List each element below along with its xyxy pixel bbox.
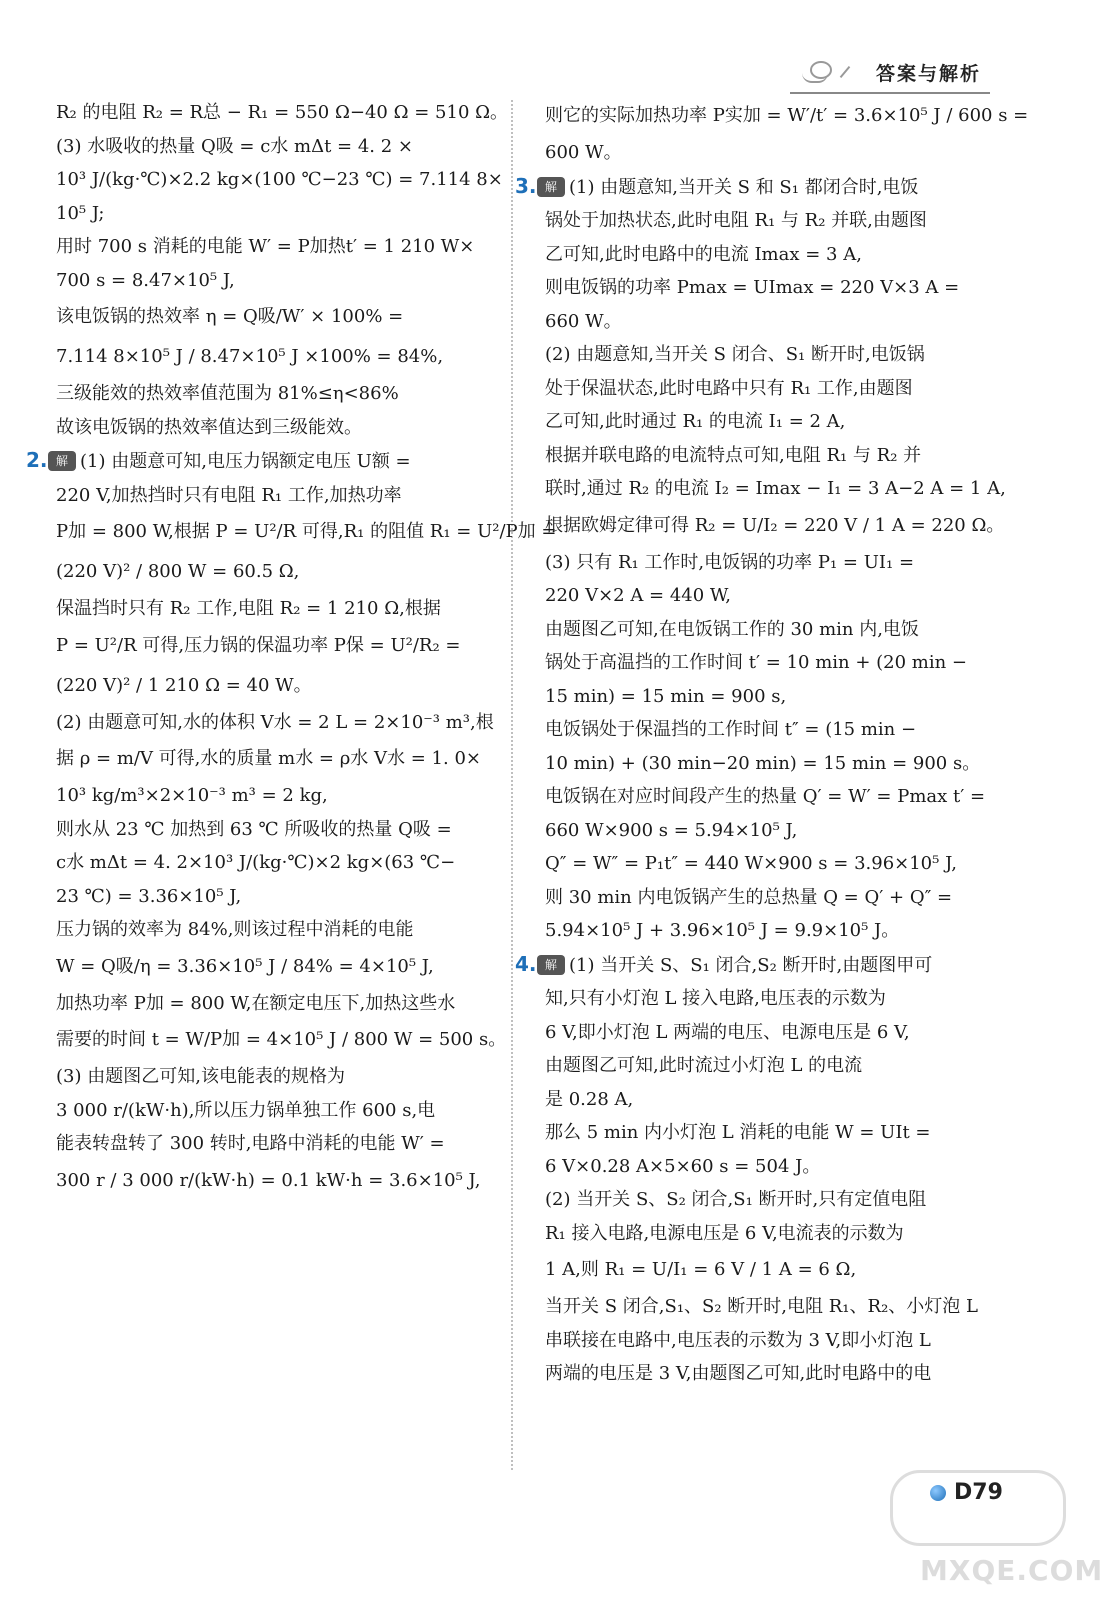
text-line: (1) 当开关 S、S₁ 闭合,S₂ 断开时,由题图甲可 <box>569 954 933 976</box>
page-number: D79 <box>954 1480 1003 1505</box>
text-line: 则水从 23 ℃ 加热到 63 ℃ 所吸收的热量 Q吸 = <box>56 818 452 840</box>
text-line: R₁ 接入电路,电源电压是 6 V,电流表的示数为 <box>545 1222 904 1244</box>
watermark-text: MXQE.COM <box>920 1554 1103 1587</box>
text-line: 用时 700 s 消耗的电能 W′ = P加热t′ = 1 210 W× <box>56 236 475 257</box>
text-line: 10⁵ J; <box>56 202 105 224</box>
text-line: 660 W。 <box>545 310 622 332</box>
text-line: 三级能效的热效率值范围为 81%≤η<86% <box>56 383 399 404</box>
text-line: 10³ J/(kg·℃)×2.2 kg×(100 ℃−23 ℃) = 7.114 8× <box>56 169 503 190</box>
doodle-icon <box>802 55 862 89</box>
text-line: 据 ρ = m/V 可得,水的质量 m水 = ρ水 V水 = 1. 0× <box>56 748 481 769</box>
text-line: 该电饭锅的热效率 η = Q吸/W′ × 100% = <box>56 306 404 327</box>
page-header <box>802 52 981 92</box>
solution-badge: 解 <box>537 955 565 975</box>
text-line: (2) 由题意可知,水的体积 V水 = 2 L = 2×10⁻³ m³,根 <box>56 711 494 733</box>
left-column <box>26 96 557 1201</box>
text-line: 保温挡时只有 R₂ 工作,电阻 R₂ = 1 210 Ω,根据 <box>56 598 441 619</box>
text-line: 能表转盘转了 300 转时,电路中消耗的电能 W′ = <box>56 1133 445 1154</box>
text-line: 压力锅的效率为 84%,则该过程中消耗的电能 <box>56 919 414 940</box>
text-line: 两端的电压是 3 V,由题图乙可知,此时电路中的电 <box>545 1363 932 1384</box>
text-line: 联时,通过 R₂ 的电流 I₂ = Imax − I₁ = 3 A−2 A = 1 A, <box>545 478 1006 499</box>
question-number: 4. <box>515 951 537 976</box>
text-line: 300 r / 3 000 r/(kW·h) = 0.1 kW·h = 3.6×10⁵ J, <box>56 1169 481 1191</box>
text-line: W = Q吸/η = 3.36×10⁵ J / 84% = 4×10⁵ J, <box>56 955 434 977</box>
text-line: R₂ 的电阻 R₂ = R总 − R₁ = 550 Ω−40 Ω = 510 Ω。 <box>56 102 509 123</box>
text-line: 23 ℃) = 3.36×10⁵ J, <box>56 885 242 907</box>
text-line: 3 000 r/(kW·h),所以压力锅单独工作 600 s,电 <box>56 1099 436 1121</box>
text-line: 处于保温状态,此时电路中只有 R₁ 工作,由题图 <box>545 377 913 399</box>
question-3-start <box>515 170 995 205</box>
text-line: 是 0.28 A, <box>545 1088 634 1110</box>
text-line: 根据并联电路的电流特点可知,电阻 R₁ 与 R₂ 并 <box>545 444 922 466</box>
text-line: 知,只有小灯泡 L 接入电路,电压表的示数为 <box>545 988 886 1009</box>
page-dot-icon <box>930 1485 946 1501</box>
text-line: 则 30 min 内电饭锅产生的总热量 Q = Q′ + Q″ = <box>545 886 953 908</box>
text-line: 1 A,则 R₁ = U/I₁ = 6 V / 1 A = 6 Ω, <box>545 1259 857 1280</box>
text-line: (220 V)² / 1 210 Ω = 40 W。 <box>56 674 312 696</box>
text-line: (3) 由题图乙可知,该电能表的规格为 <box>56 1066 345 1087</box>
text-line: 6 V,即小灯泡 L 两端的电压、电源电压是 6 V, <box>545 1021 910 1043</box>
question-2-start <box>26 444 506 479</box>
text-line: 加热功率 P加 = 800 W,在额定电压下,加热这些水 <box>56 992 456 1014</box>
text-line: 串联接在电路中,电压表的示数为 3 V,即小灯泡 L <box>545 1329 931 1351</box>
text-line: 电饭锅处于保温挡的工作时间 t″ = (15 min − <box>545 719 917 740</box>
text-line: 根据欧姆定律可得 R₂ = U/I₂ = 220 V / 1 A = 220 Ω。 <box>545 514 1005 536</box>
column-divider <box>511 100 513 1470</box>
text-line: 当开关 S 闭合,S₁、S₂ 断开时,电阻 R₁、R₂、小灯泡 L <box>545 1296 978 1317</box>
text-line: 锅处于加热状态,此时电阻 R₁ 与 R₂ 并联,由题图 <box>545 210 927 231</box>
text-line: (3) 水吸收的热量 Q吸 = c水 mΔt = 4. 2 × <box>56 135 414 157</box>
text-line: 那么 5 min 内小灯泡 L 消耗的电能 W = UIt = <box>545 1122 931 1143</box>
text-line: 由题图乙可知,在电饭锅工作的 30 min 内,电饭 <box>545 618 919 640</box>
right-column <box>515 96 1029 1391</box>
text-line: (1) 由题意知,当开关 S 和 S₁ 都闭合时,电饭 <box>569 176 919 198</box>
text-line: (3) 只有 R₁ 工作时,电饭锅的功率 P₁ = UI₁ = <box>545 551 915 573</box>
text-line: 需要的时间 t = W/P加 = 4×10⁵ J / 800 W = 500 s。 <box>56 1029 507 1050</box>
text-line: 5.94×10⁵ J + 3.96×10⁵ J = 9.9×10⁵ J。 <box>545 920 900 941</box>
text-line: 6 V×0.28 A×5×60 s = 504 J。 <box>545 1155 821 1177</box>
question-number: 2. <box>26 448 48 472</box>
text-line: 220 V,加热挡时只有电阻 R₁ 工作,加热功率 <box>56 484 402 506</box>
text-line: (2) 当开关 S、S₂ 闭合,S₁ 断开时,只有定值电阻 <box>545 1189 927 1210</box>
header-rule <box>790 92 990 94</box>
text-line: 10 min) + (30 min−20 min) = 15 min = 900 s。 <box>545 752 981 774</box>
text-line: 电饭锅在对应时间段产生的热量 Q′ = W′ = Pmax t′ = <box>545 786 986 807</box>
text-line: 7.114 8×10⁵ J / 8.47×10⁵ J ×100% = 84%, <box>56 346 444 367</box>
header-title: 答案与解析 <box>875 62 981 85</box>
question-number: 3. <box>515 173 537 198</box>
page-footer <box>930 1480 1003 1505</box>
text-line: 乙可知,此时通过 R₁ 的电流 I₁ = 2 A, <box>545 411 846 432</box>
text-line: 由题图乙可知,此时流过小灯泡 L 的电流 <box>545 1055 863 1076</box>
text-line: c水 mΔt = 4. 2×10³ J/(kg·℃)×2 kg×(63 ℃− <box>56 852 456 873</box>
solution-badge: 解 <box>537 177 565 197</box>
text-line: 故该电饭锅的热效率值达到三级能效。 <box>56 416 362 438</box>
text-line: 660 W×900 s = 5.94×10⁵ J, <box>545 819 798 841</box>
text-line: (220 V)² / 800 W = 60.5 Ω, <box>56 561 300 582</box>
question-4-start <box>515 948 995 983</box>
text-line: 乙可知,此时电路中的电流 Imax = 3 A, <box>545 243 862 265</box>
text-line: Q″ = W″ = P₁t″ = 440 W×900 s = 3.96×10⁵ J, <box>545 853 957 874</box>
text-line: 700 s = 8.47×10⁵ J, <box>56 269 235 291</box>
text-line: 则它的实际加热功率 P实加 = W′/t′ = 3.6×10⁵ J / 600 s = <box>545 105 1029 126</box>
text-line: P = U²/R 可得,压力锅的保温功率 P保 = U²/R₂ = <box>56 634 461 656</box>
text-line: (1) 由题意可知,电压力锅额定电压 U额 = <box>80 451 411 472</box>
text-line: 锅处于高温挡的工作时间 t′ = 10 min + (20 min − <box>545 652 968 673</box>
solution-badge: 解 <box>48 451 76 471</box>
text-line: (2) 由题意知,当开关 S 闭合、S₁ 断开时,电饭锅 <box>545 344 925 365</box>
text-line: 600 W。 <box>545 142 622 163</box>
text-line: 则电饭锅的功率 Pmax = UImax = 220 V×3 A = <box>545 277 960 298</box>
text-line: 10³ kg/m³×2×10⁻³ m³ = 2 kg, <box>56 785 328 806</box>
text-line: P加 = 800 W,根据 P = U²/R 可得,R₁ 的阻值 R₁ = U²/P加 = <box>56 521 557 542</box>
text-line: 15 min) = 15 min = 900 s, <box>545 685 787 707</box>
text-line: 220 V×2 A = 440 W, <box>545 585 732 606</box>
